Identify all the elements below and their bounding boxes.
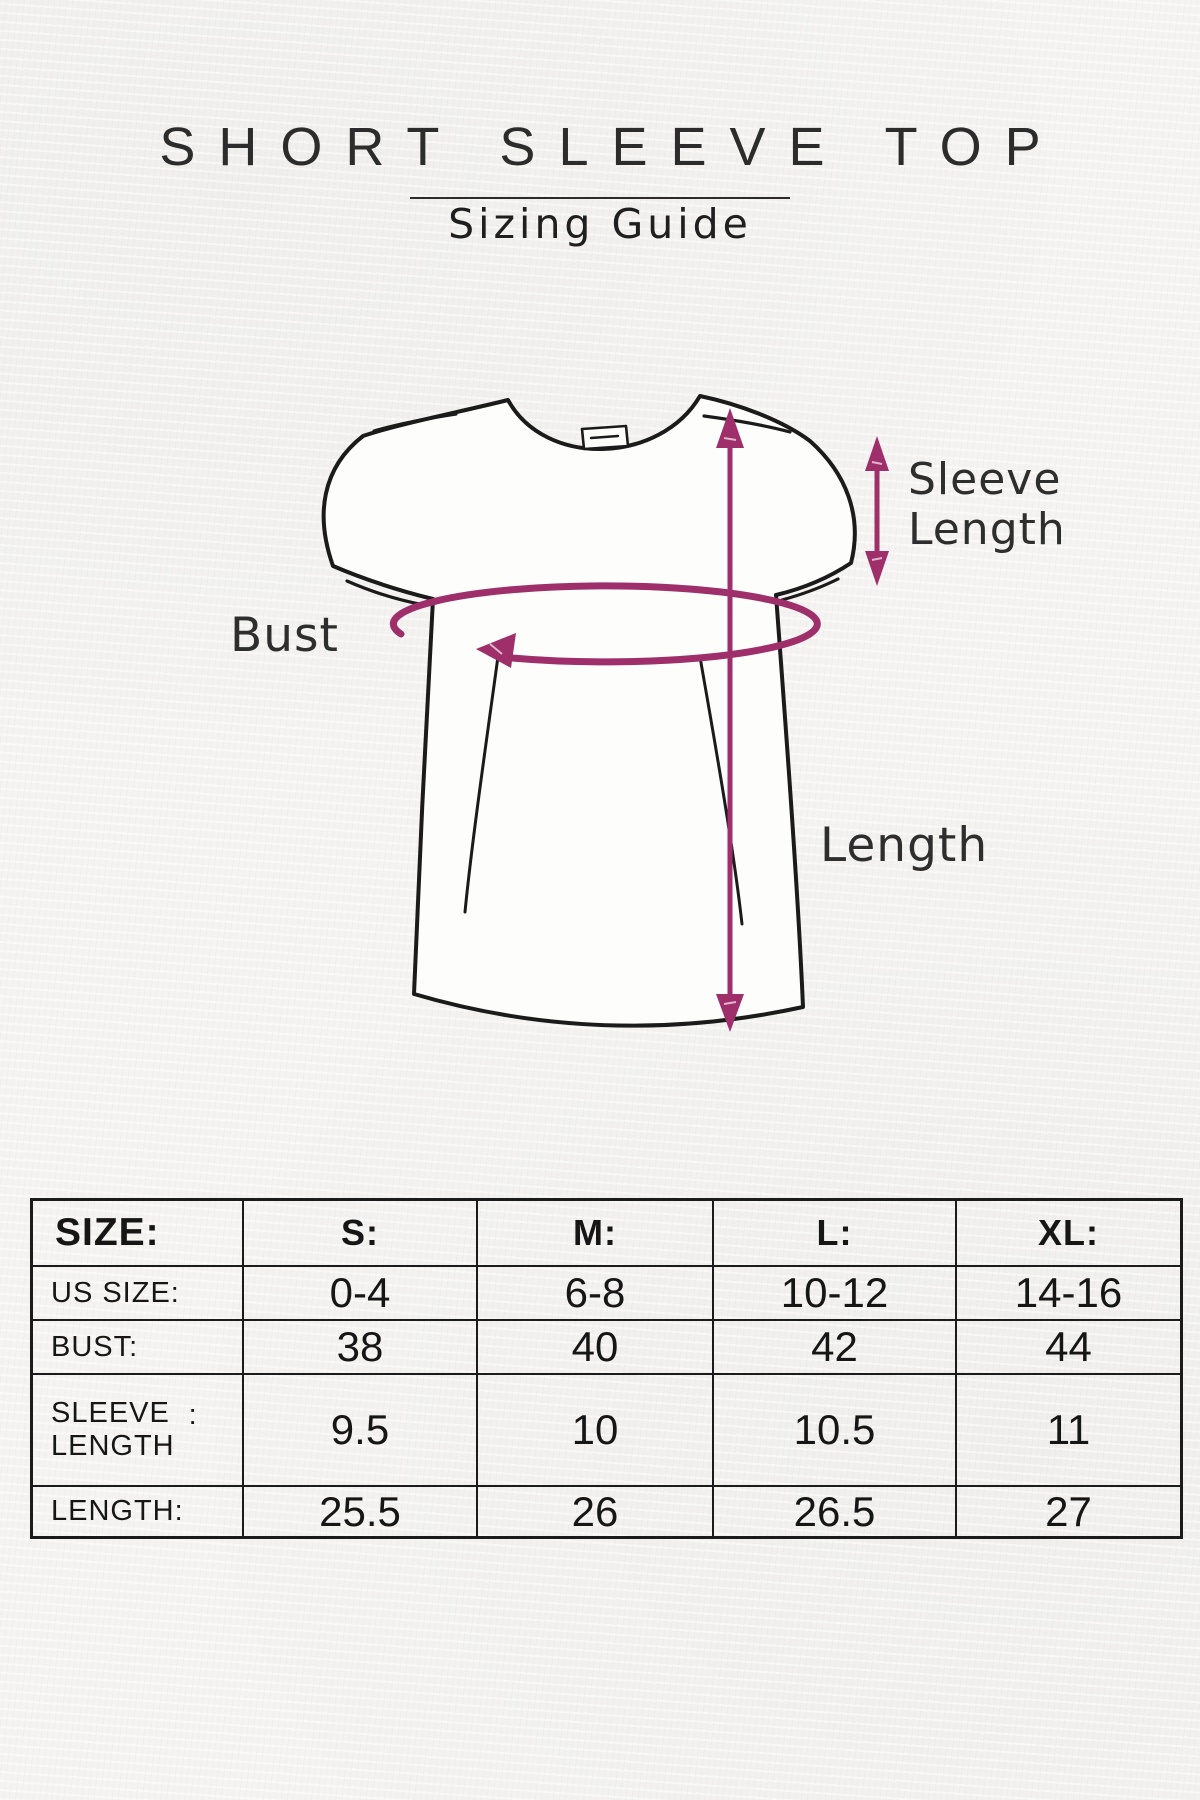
page-subtitle: Sizing Guide — [448, 200, 752, 248]
table-header-s: S: — [244, 1201, 478, 1267]
sleeve-length-row-colon: : — [188, 1398, 198, 1431]
table-header-l: L: — [714, 1201, 957, 1267]
bust-m: 40 — [478, 1321, 714, 1375]
sleeve-length-s: 9.5 — [244, 1375, 478, 1487]
sleeve-length-xl: 11 — [957, 1375, 1180, 1487]
length-s: 25.5 — [244, 1487, 478, 1536]
sleeve-length-row-line2: LENGTH — [51, 1430, 175, 1462]
row-label-length: LENGTH: — [33, 1487, 244, 1536]
us-size-xl: 14-16 — [957, 1267, 1180, 1321]
us-size-l: 10-12 — [714, 1267, 957, 1321]
us-size-s: 0-4 — [244, 1267, 478, 1321]
sleeve-length-label-line1: Sleeve — [908, 454, 1062, 505]
sleeve-length-label — [908, 455, 1066, 555]
sizing-table — [30, 1198, 1183, 1539]
table-header-m: M: — [478, 1201, 714, 1267]
sleeve-length-row-line1: SLEEVE — [51, 1397, 170, 1429]
sleeve-length-measure-arrow — [865, 436, 889, 586]
row-label-bust: BUST: — [33, 1321, 244, 1375]
length-m: 26 — [478, 1487, 714, 1536]
sleeve-length-m: 10 — [478, 1375, 714, 1487]
bust-s: 38 — [244, 1321, 478, 1375]
bust-l: 42 — [714, 1321, 957, 1375]
collar-tag-icon — [582, 426, 628, 449]
row-label-us-size: US SIZE: — [33, 1267, 244, 1321]
table-header-xl: XL: — [957, 1201, 1180, 1267]
us-size-m: 6-8 — [478, 1267, 714, 1321]
bust-label: Bust — [230, 608, 339, 663]
row-label-sleeve-length — [33, 1375, 244, 1487]
sleeve-length-label-line2: Length — [908, 504, 1066, 555]
table-header-size: SIZE: — [33, 1201, 244, 1267]
bust-xl: 44 — [957, 1321, 1180, 1375]
length-label: Length — [820, 818, 989, 873]
sleeve-length-l: 10.5 — [714, 1375, 957, 1487]
page-title: SHORT SLEEVE TOP — [159, 117, 1064, 177]
tshirt-outline-icon — [324, 396, 855, 1026]
length-l: 26.5 — [714, 1487, 957, 1536]
length-xl: 27 — [1045, 1487, 1092, 1535]
